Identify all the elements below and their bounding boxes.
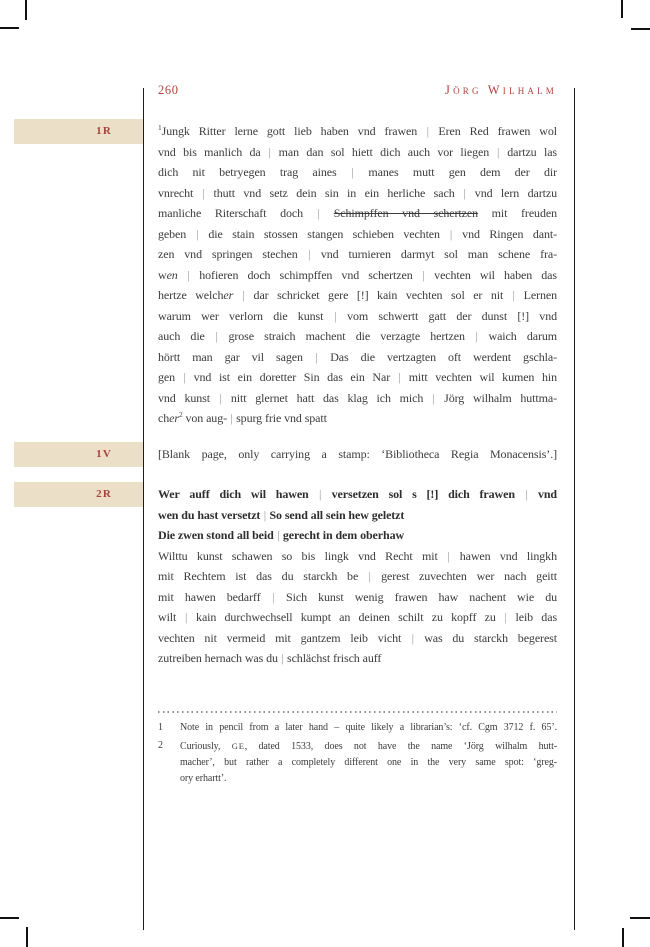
footnote-line: ory erhartt’. [180, 773, 227, 784]
text-line: $^1$Jungk Ritter lerne gott lieb haben vnd frawen | Eren Red frawen wol [158, 123, 557, 138]
crop-mark-top-right-horizontal [631, 28, 650, 30]
footnote-number: 1 [158, 722, 163, 733]
verse-block [158, 484, 557, 546]
footnote-text [180, 720, 557, 736]
crop-mark-bottom-left-horizontal [0, 917, 19, 919]
running-head: Jörg Wilhalm [445, 83, 557, 97]
section-1r [14, 119, 557, 429]
text-line: dich nit betryegen trag aines | manes mutt gen dem der dir [158, 165, 557, 179]
section-text [158, 482, 557, 669]
text-line: auch die | grose straich machent die verzagte hertzen | waich darum [158, 329, 557, 343]
text-line: zutreiben hernach was du | schlächst frisch auff [158, 651, 382, 665]
crop-mark-bottom-right-vertical [622, 928, 624, 947]
crop-mark-bottom-left-vertical [26, 927, 28, 947]
crop-mark-top-left-vertical [25, 0, 27, 20]
crop-mark-bottom-right-horizontal [630, 917, 650, 919]
text-line: gen | vnd ist ein doretter Sin das ein Nar | mitt vechten wil kumen hin [158, 370, 558, 384]
text-line: vechten nit vermeid mit gantzem leib vicht | was du starckh begerest [158, 630, 557, 645]
footnotes [158, 720, 557, 789]
text-block [158, 546, 557, 669]
text-block [158, 121, 557, 429]
page-header [158, 83, 557, 97]
section-text [158, 119, 557, 429]
text-line: vnrecht | thutt vnd setz dein sin in ein herliche sach | vnd lern dartzu [158, 185, 557, 200]
section-text [158, 442, 557, 465]
section-1v [14, 442, 557, 467]
footnote-item [158, 738, 557, 787]
text-line: vnd bis manlich da | man dan sol hiett dich auch vor liegen | dartzu las [158, 144, 557, 159]
text-line: vnd kunst | nitt glernet hatt das klag ich mich | Jörg wilhalm huttma- [158, 390, 557, 405]
text-line: hertze welcher | dar schricket gere [!] kain vechten sol er nit | Lernen [158, 288, 557, 302]
text-line: cher$^2$ von aug- | spurg frie vnd spatt [158, 410, 327, 425]
text-line: wilt | kain durchwechsell kumpt an deinen schilt zu kopff zu | leib das [158, 610, 558, 624]
footnote-number: 2 [158, 740, 163, 751]
text-line: mit Rechtem ist das du starckh be | gerest zuvechten wer nach geitt [158, 569, 557, 583]
text-line: Wer auff dich wil hawen | versetzen sol s [!] dich frawen | vnd [158, 487, 557, 501]
text-line: mit hawen bedarff | Sich kunst wenig frawen haw nachent wie du [158, 589, 557, 604]
footnote-text [180, 738, 557, 787]
text-block [158, 444, 557, 465]
footnote-item [158, 720, 557, 736]
folio-label: 1R [14, 119, 143, 144]
text-line: Die zwen stond all beid | gerecht in dem oberhaw [158, 528, 405, 542]
column-rule-right [574, 88, 575, 930]
text-line: wen | hofieren doch schimpffen vnd schertzen | vechten wil haben das [158, 267, 557, 282]
text-line: manliche Riterschaft doch | Schimpffen vnd schertzen mit freuden [158, 206, 557, 220]
footnote-line: Note in pencil from a later hand – quite likely a librarian’s: ‘cf. Cgm 3712 f. 65’. [180, 722, 557, 733]
text-line: wen du hast versetzt | So send all sein hew geletzt [158, 507, 405, 522]
footnote-separator [158, 711, 557, 713]
text-line: warum wer verlorn die kunst | vom schwertt gatt der dunst [!] vnd [158, 308, 557, 323]
text-line: geben | die stain stossen stangen schieben vechten | vnd Ringen dant- [158, 226, 558, 241]
footnote-line: Curiously, GE, dated 1533, does not have the name ‘Jörg wilhalm hutt- [180, 741, 558, 752]
page-number: 260 [158, 83, 179, 97]
footnote-line: macher’, but rather a completely different one in the very same spot: ‘greg- [180, 757, 557, 768]
text-line: [Blank page, only carrying a stamp: ‘Bibliotheca Regia Monacensis’.] [158, 447, 557, 461]
text-line: hörtt man gar vil sagen | Das die vertzagten oft werdent gschla- [158, 349, 557, 364]
crop-mark-top-left-horizontal [0, 27, 19, 29]
folio-label: 1V [14, 442, 143, 467]
text-line: zen vnd springen stechen | vnd turnieren darmyt sol man schene fra- [158, 247, 557, 261]
text-line: Wilttu kunst schawen so bis lingk vnd Recht mit | hawen vnd lingkh [158, 548, 557, 563]
crop-mark-top-right-vertical [621, 0, 623, 18]
section-2r [14, 482, 557, 669]
folio-label: 2R [14, 482, 143, 507]
